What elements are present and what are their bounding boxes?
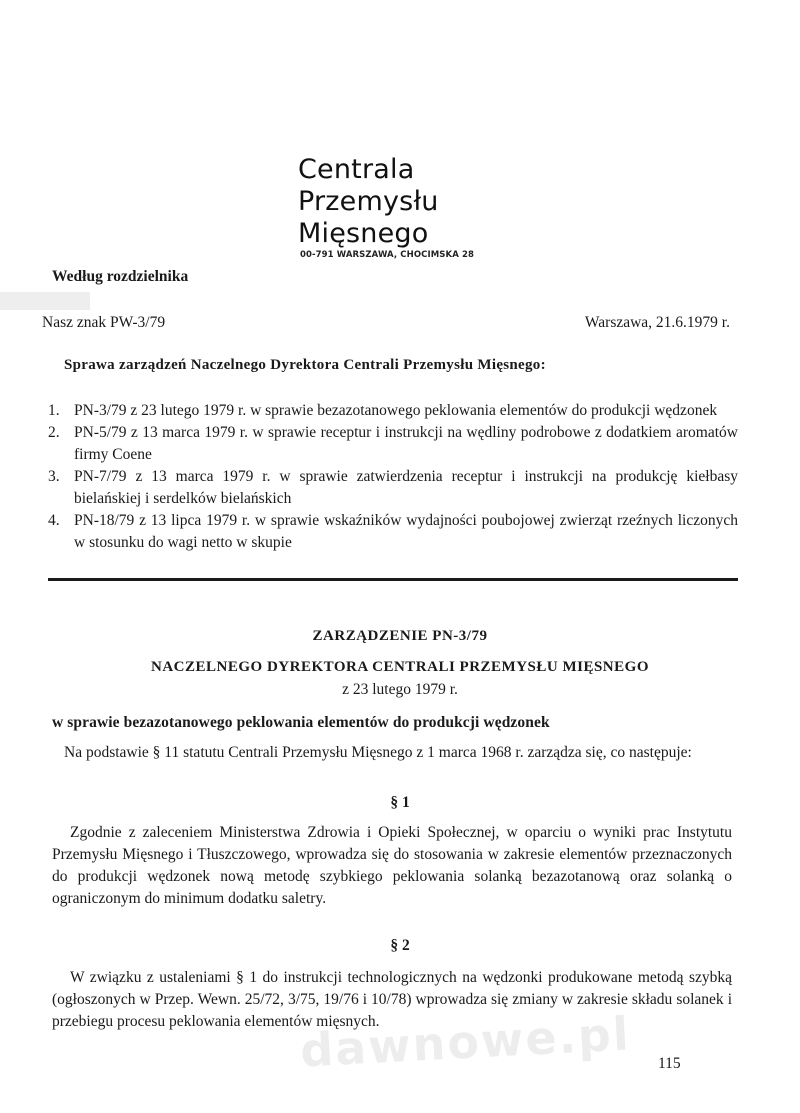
list-item-text: PN-5/79 z 13 marca 1979 r. w sprawie receptur i instrukcji na wędliny podrobowe z dodatkiem aromatów firmy Coene	[74, 424, 738, 463]
reference-number: Nasz znak PW-3/79	[42, 314, 166, 331]
logo-line-3: Mięsnego	[298, 218, 429, 249]
list-item-number: 2.	[48, 424, 60, 441]
place-date: Warszawa, 21.6.1979 r.	[584, 314, 730, 331]
list-item-number: 4.	[48, 512, 60, 529]
list-item-text: PN-3/79 z 23 lutego 1979 r. w sprawie bezazotanowego peklowania elementów do produkcji wędzonek	[74, 402, 718, 419]
list-item-text: PN-18/79 z 13 lipca 1979 r. w sprawie wskaźników wydajności poubojowej zwierząt rzeźnych liczonych w stosunku do wagi netto w skupie	[74, 512, 738, 551]
section-2-text: W związku z ustaleniami § 1 do instrukcji technologicznych na wędzonki produkowane metodą szybką (ogłoszonych w Przep. Wewn. 25/72, 3/75, 19/76 i 10/78) wprowadza się zmiany w zakresie składu solanek i przebiegu procesu peklowania elementów mięsnych.	[52, 969, 732, 1030]
section-2-label: § 2	[390, 937, 410, 954]
order-issuer: NACZELNEGO DYREKTORA CENTRALI PRZEMYSŁU MIĘSNEGO	[151, 659, 649, 675]
order-subject: w sprawie bezazotanowego peklowania elementów do produkcji wędzonek	[52, 714, 550, 731]
letterhead-logo	[286, 148, 496, 266]
watermark: dawnowe.pl	[298, 1006, 632, 1078]
list-item	[48, 510, 738, 554]
list-item	[48, 422, 738, 466]
logo-line-1: Centrala	[298, 154, 415, 185]
order-list	[48, 400, 738, 554]
list-item	[48, 400, 738, 422]
subject-heading: Sprawa zarządzeń Naczelnego Dyrektora Centrali Przemysłu Mięsnego:	[64, 357, 546, 373]
list-item-number: 3.	[48, 468, 60, 485]
page-number: 115	[658, 1055, 681, 1072]
logo-line-2: Przemysłu	[298, 186, 439, 217]
section-1-label: § 1	[390, 794, 410, 811]
order-preamble: Na podstawie § 11 statutu Centrali Przemysłu Mięsnego z 1 marca 1968 r. zarządza się, co następuje:	[64, 744, 692, 761]
scan-mark	[0, 292, 90, 310]
section-divider	[48, 578, 738, 581]
order-title: ZARZĄDZENIE PN-3/79	[312, 628, 488, 644]
order-date: z 23 lutego 1979 r.	[342, 681, 458, 698]
list-item	[48, 466, 738, 510]
recipient: Według rozdzielnika	[52, 268, 189, 285]
section-1-text: Zgodnie z zaleceniem Ministerstwa Zdrowia i Opieki Społecznej, w oparciu o wyniki prac Instytutu Przemysłu Mięsnego i Tłuszczowego, wprowadza się do stosowania w zakresie elementów przeznaczonych do produkcji wędzonek nową metodę szybkiego peklowania solanką bezazotanową oraz solanką o ograniczonym do minimum dodatku saletry.	[52, 824, 732, 907]
list-item-number: 1.	[48, 402, 60, 419]
list-item-text: PN-7/79 z 13 marca 1979 r. w sprawie zatwierdzenia receptur i instrukcji na produkcję kiełbasy bielańskiej i serdelków bielańskich	[74, 468, 738, 507]
letterhead-address: 00-791 WARSZAWA, CHOCIMSKA 28	[300, 250, 474, 260]
